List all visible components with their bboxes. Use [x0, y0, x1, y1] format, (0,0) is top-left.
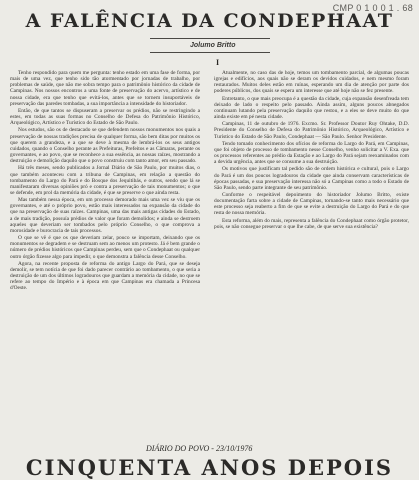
- left-paragraph: Tenho respondido para quem me pergunta: tenho estado em uma fase de forma, por mais de uma vez, que tenho sido tão atormentado por jornadas de trabalho, por problemas de saúde, que não me sobra tempo para o patrimônio histórico da cidade de Campinas. Nos nossos encontros a uma fonte de preservação do acervo, artístico e de nossa cidade, era que tenho que evitá-los, antes que se tornem insuportáveis de preservação das paredes tombadas, a sua importância a intensidade do historiador.: [10, 70, 200, 107]
- next-article-headline: CINQUENTA ANOS DEPOIS: [25, 455, 394, 480]
- archive-stamp: CMP 0 1 0 0 1 . 68: [332, 3, 413, 13]
- right-column: [214, 70, 409, 455]
- byline-rule: [150, 52, 270, 53]
- left-paragraph: O que se vê é que os que deveriam zelar, pouco se importam, deixando que os monumentos se degradem e se destruam sem ao menos um protesto. Já é bem grande o número de prédios históricos que Campinas perdeu, sem que o Condephaat ou qualquer outro órgão fizesse algo para impedir, o que demonstra a falência desse Conselho.: [10, 235, 200, 260]
- author-byline: Jolumo Britto: [190, 42, 236, 49]
- left-paragraph: Mas também nessa época, em um processo demorado mais uma vez se viu que os governantes, e até o próprio povo, estão mais interessados na expansão da cidade do que na preservação de suas raízes. Campinas, uma das mais antigas cidades do Estado, a de mais tradição, possuía prédios de valor que foram demolidos; e ainda se destroem aqueles que deveriam ser tombados pelo próprio Conselho, o que comprova a morosidade e burocracia de tais processos.: [10, 197, 200, 234]
- left-paragraph: Nos estudos, são os de destacado se que defendem nossos monumentos nos quais a preservação de nossas tradições precisa de qualquer forma, são bem ditas por muitos os que querem a grandeza, e a que se deve à mesma de lembrá-los os seus antigos cuidados, quando o Conselho perante as Prefeituras, Prefeitos e as Câmaras, perante os governantes, e ao povo, que se reconhece a sua essência, as nossas raízes, mostrando a destruição e demolição daquilo que o povo construiu com tanto amor, em seu passado.: [10, 127, 200, 165]
- right-paragraph: Tendo tomado conhecimento dos ofícios de reforma do Largo do Pará, em Campinas, que foi objeto de processo de tombamento nesse Conselho, venho solicitar a V. Exa. que os processos referentes ao prédio da Estação e ao Largo do Pará sejam reexaminados com a devida urgência, antes que se consume a sua destruição.: [214, 140, 409, 166]
- newspaper-dateline: DIÁRIO DO POVO - 23/10/1976: [146, 444, 253, 453]
- right-paragraph: Esta reforma, além do mais, representa a falência do Condephaat como órgão protetor, pois, se não consegue preservar o que lhe cabe, de que serve sua existência?: [214, 217, 409, 230]
- headline: A FALÊNCIA DA CONDEPHAAT: [25, 10, 394, 32]
- right-paragraph: Os motivos que justificam tal pedido são de ordem histórica e cultural, pois o Largo do Pará é um dos poucos logradouros da cidade que ainda conservam características de épocas passadas, e sua preservação interessa não só a Campinas como a todo o Estado de São Paulo, sendo parte integrante de seu patrimônio.: [214, 166, 409, 191]
- left-paragraph: Há três meses, sendo publicados a Jornal Diário de São Paulo, por muitos dias, o que também aconteceu com a tribuna de Campinas, em relação a questão do tombamento do Largo do Pará e do Bosque dos Jequitibás, e outros, sendo que lá se manifestaram diversas opiniões pró e contra a preservação de tais monumentos; o que se defende, em prol da memória da cidade, é que se preserve o que ainda resta.: [10, 165, 200, 196]
- right-paragraph: Atualmente, no caso das de hoje, temos um tombamento parcial, de algumas poucas igrejas e edifícios, aos quais não se deram os devidos cuidados, e nem mesmo foram restaurados. Muitos deles estão em ruínas, esperando um dia de atenção por parte dos poderes públicos, dos quais se espera um interesse que até hoje não se fez presente.: [214, 70, 409, 95]
- left-paragraph: Agora, na recente proposta de reforma do antigo Largo do Pará, que se deseja demolir, se tem notícia de que foi dado parecer contrário ao tombamento, o que seria a destruição de um dos últimos logradouros que guardam a memória da cidade, no que se refere ao tempo do Império e à época em que Campinas era chamada a Princesa d'Oeste.: [10, 260, 200, 292]
- left-column: [10, 70, 200, 466]
- section-numeral: I: [216, 58, 220, 67]
- right-paragraph: Entretanto, o que mais preocupa é a questão da cidade, cuja expansão desenfreada tem deixado de lado o respeito pelo passado. Ainda assim, alguns poucos abnegados continuam lutando pela preservação daquilo que restou, e a eles se deve muito do que ainda existe em pé nesta cidade.: [214, 95, 409, 121]
- title-rule: [150, 38, 270, 39]
- left-paragraph: Então, de que tantos se dispuseram a preservar os prédios, não se restringindo a estes, em todas as suas formas no Conselho de Defesa do Patrimônio Histórico, Arqueológico, Artístico e Turístico do Estado de São Paulo.: [10, 107, 200, 127]
- right-paragraph: Campinas, 11 de outubro de 1976. Excmo. Sr. Professor Doutor Ruy Ohtake, D.D. Presidente do Conselho de Defesa do Patrimônio Histórico, Arqueológico, Artístico e Turístico do Estado de São Paulo, Condephaat — São Paulo. Senhor Presidente.: [214, 121, 409, 140]
- right-paragraph: Conforme o respeitável depoimento do historiador Jolumo Britto, existe documentação farta sobre a cidade de Campinas, tornando-se tanto mais necessário que este processo seja reaberto a fim de que se evite a destruição do Largo do Pará e do que resta de nossa memória.: [214, 191, 409, 217]
